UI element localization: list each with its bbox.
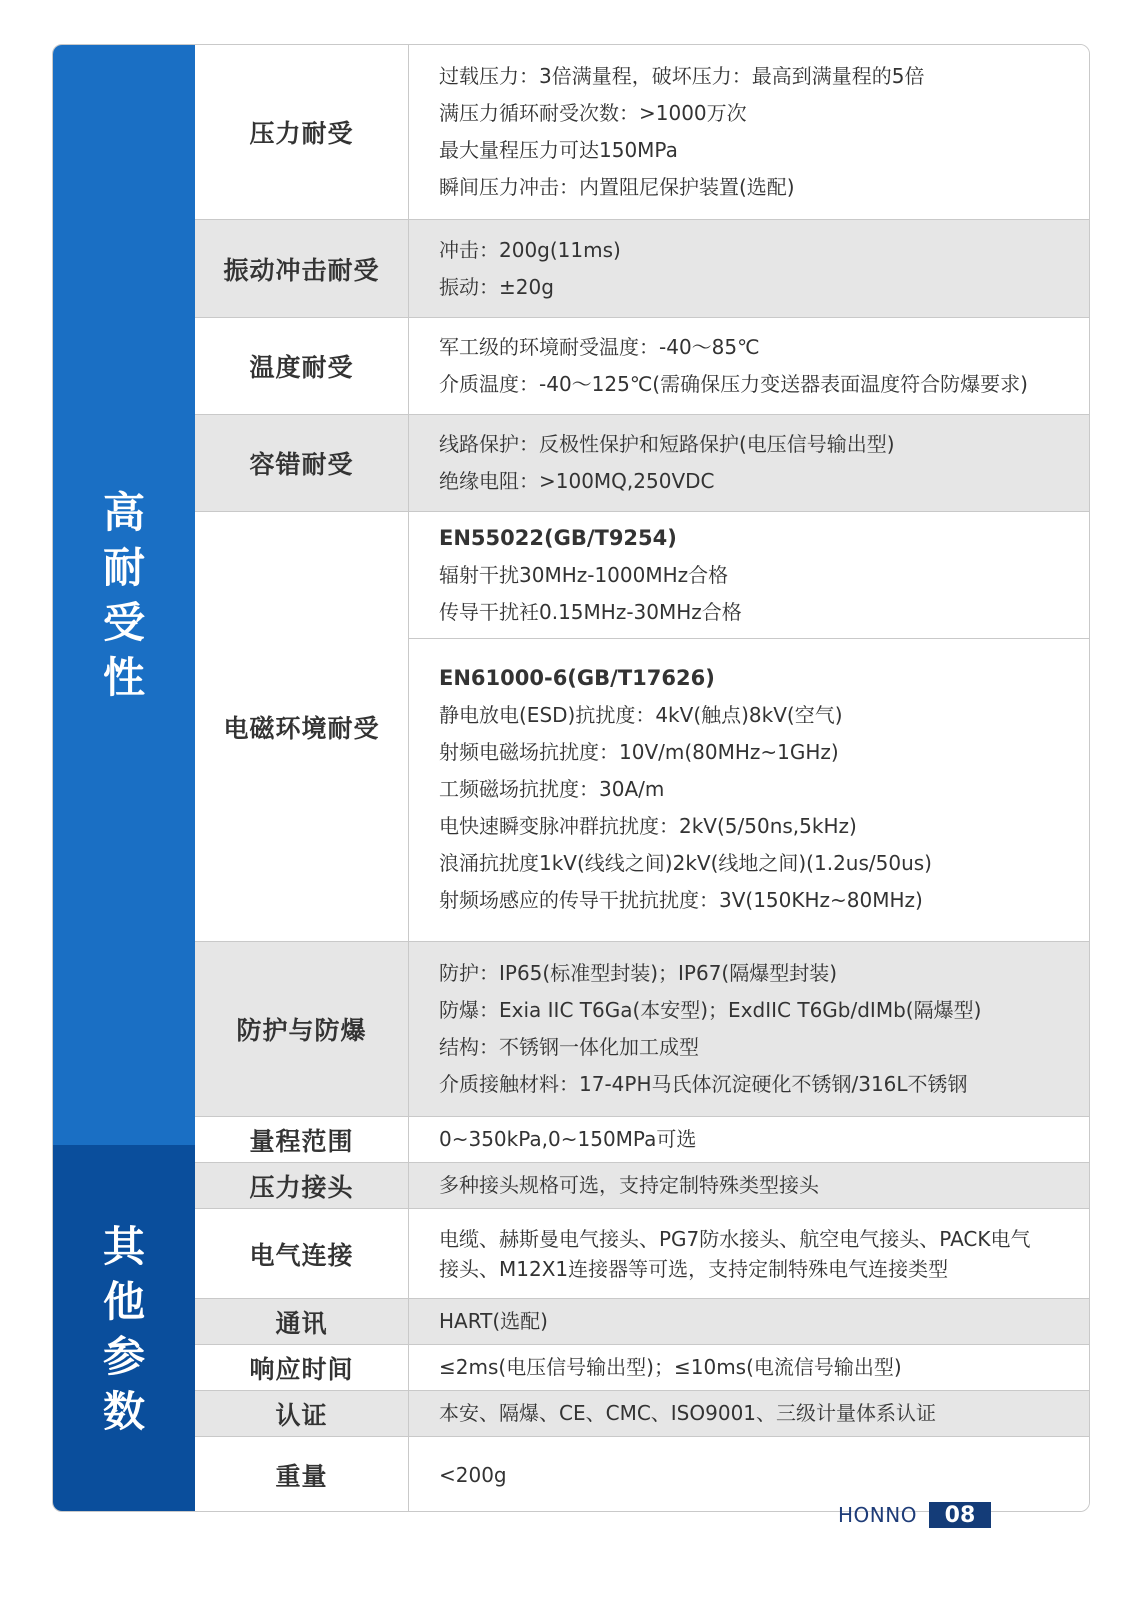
- value-line: 结构：不锈钢一体化加工成型: [439, 1035, 699, 1059]
- row-values: [409, 942, 1089, 1116]
- value-line: 浪涌抗扰度1kV(线线之间)2kV(线地之间)(1.2us/50us): [439, 851, 932, 875]
- row-label: 量程范围: [195, 1117, 409, 1162]
- section-durability-title: 高耐受性: [102, 488, 145, 702]
- value-line: 电缆、赫斯曼电气接头、PG7防水接头、航空电气接头、PACK电气: [439, 1226, 1031, 1251]
- row-pressure-fitting: [195, 1163, 1089, 1209]
- row-values: [409, 1163, 1089, 1208]
- row-values: [409, 1391, 1089, 1436]
- row-label: 振动冲击耐受: [195, 220, 409, 317]
- row-values: [409, 1117, 1089, 1162]
- value-line: 最大量程压力可达150MPa: [439, 138, 678, 162]
- row-response-time: [195, 1345, 1089, 1391]
- value-line: 线路保护：反极性保护和短路保护(电压信号输出型): [439, 432, 895, 456]
- row-pressure: [195, 45, 1089, 220]
- section-other-params: [53, 1145, 195, 1512]
- value-line: 冲击：200g(11ms): [439, 237, 621, 262]
- row-temperature: [195, 318, 1089, 415]
- page-footer: [838, 1500, 991, 1530]
- row-label: 压力接头: [195, 1163, 409, 1208]
- value-line: 振动：±20g: [439, 274, 554, 299]
- value-line: 介质接触材料：17-4PH马氏体沉淀硬化不锈钢/316L不锈钢: [439, 1072, 968, 1096]
- row-label: 电磁环境耐受: [195, 512, 409, 941]
- section-other-title: 其他参数: [102, 1222, 145, 1436]
- row-communication: [195, 1299, 1089, 1345]
- spec-table: [52, 44, 1090, 1512]
- row-protection: [195, 942, 1089, 1117]
- row-values: [409, 1209, 1089, 1298]
- value-line: 本安、隔爆、CE、CMC、ISO9001、三级计量体系认证: [439, 1401, 937, 1425]
- row-values: [409, 1299, 1089, 1344]
- row-values: [409, 318, 1089, 414]
- value-line: 0~350kPa,0~150MPa可选: [439, 1127, 697, 1151]
- row-label: 容错耐受: [195, 415, 409, 511]
- row-label: 防护与防爆: [195, 942, 409, 1116]
- value-line: 防爆：Exia IIC T6Ga(本安型)；ExdIIC T6Gb/dIMb(隔爆型): [439, 998, 982, 1022]
- value-line: 电快速瞬变脉冲群抗扰度：2kV(5/50ns,5kHz): [439, 814, 857, 838]
- row-label: 认证: [195, 1391, 409, 1436]
- value-line: 瞬间压力冲击：内置阻尼保护装置(选配): [439, 175, 795, 199]
- row-fault-tolerance: [195, 415, 1089, 512]
- emc-block-immunity: [409, 638, 1089, 941]
- row-label: 压力耐受: [195, 45, 409, 219]
- row-emc: [195, 512, 1089, 942]
- value-line: 射频场感应的传导干扰抗扰度：3V(150KHz~80MHz): [439, 888, 923, 912]
- row-range: [195, 1117, 1089, 1163]
- row-values: [409, 220, 1089, 317]
- value-line: 满压力循环耐受次数：>1000万次: [439, 101, 747, 125]
- row-label: 响应时间: [195, 1345, 409, 1390]
- value-line: 过载压力：3倍满量程，破坏压力：最高到满量程的5倍: [439, 64, 925, 88]
- value-line: 防护：IP65(标准型封装)；IP67(隔爆型封装): [439, 961, 838, 985]
- section-durability: [53, 45, 195, 1145]
- row-electrical-connection: [195, 1209, 1089, 1299]
- row-label: 电气连接: [195, 1209, 409, 1298]
- value-line: 多种接头规格可选，支持定制特殊类型接头: [439, 1173, 819, 1197]
- row-values: [409, 415, 1089, 511]
- value-line: 接头、M12X1连接器等可选，支持定制特殊电气连接类型: [439, 1256, 949, 1281]
- value-line: 工频磁场抗扰度：30A/m: [439, 777, 665, 801]
- value-line: 传导干扰衽0.15MHz-30MHz合格: [439, 599, 742, 624]
- value-line: 辐射干扰30MHz-1000MHz合格: [439, 562, 729, 587]
- value-line: 军工级的环境耐受温度：-40～85℃: [439, 335, 760, 359]
- value-line: ≤2ms(电压信号输出型)；≤10ms(电流信号输出型): [439, 1355, 902, 1379]
- value-line: <200g: [439, 1462, 507, 1487]
- row-certification: [195, 1391, 1089, 1437]
- row-label: 温度耐受: [195, 318, 409, 414]
- emc-block-emission: [409, 512, 1089, 638]
- value-line: HART(选配): [439, 1309, 548, 1333]
- row-values: [409, 1345, 1089, 1390]
- row-vibration: [195, 220, 1089, 318]
- row-label: 重量: [195, 1437, 409, 1512]
- value-line: 绝缘电阻：>100MQ,250VDC: [439, 469, 715, 493]
- brand-name: HONNO: [838, 1503, 917, 1527]
- row-values: [409, 45, 1089, 219]
- emc-heading: EN55022(GB/T9254): [439, 525, 677, 550]
- emc-heading: EN61000-6(GB/T17626): [439, 666, 715, 690]
- row-label: 通讯: [195, 1299, 409, 1344]
- page-number: 08: [929, 1502, 991, 1528]
- value-line: 介质温度：-40～125℃(需确保压力变送器表面温度符合防爆要求): [439, 372, 1028, 396]
- value-line: 射频电磁场抗扰度：10V/m(80MHz~1GHz): [439, 740, 839, 764]
- value-line: 静电放电(ESD)抗扰度：4kV(触点)8kV(空气): [439, 703, 843, 727]
